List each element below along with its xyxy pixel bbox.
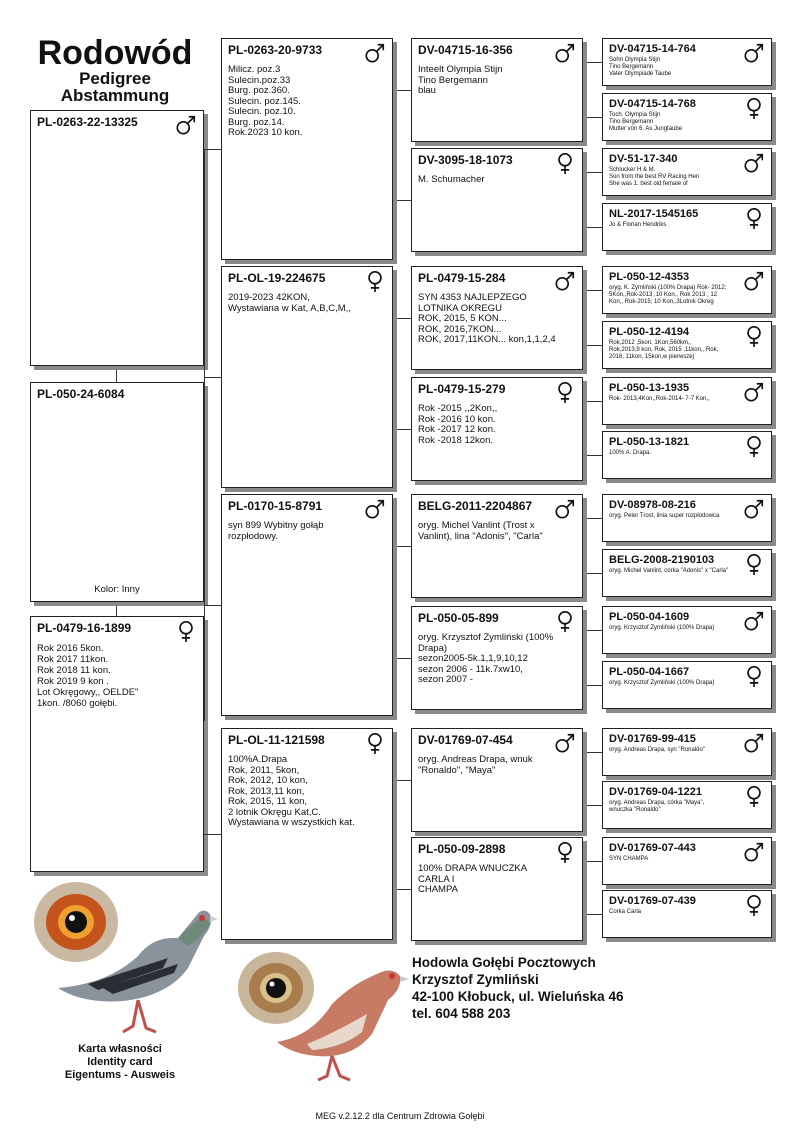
pigeon-notes: oryg. Andreas Drapa, syn "Ronaldo" <box>609 747 705 753</box>
female-icon <box>554 840 576 864</box>
great-grandparent-card[interactable] <box>602 837 772 885</box>
connector-gen2-gen3 <box>393 658 411 660</box>
connector-gen3-gen4 <box>585 172 602 174</box>
pigeon-notes: 100%A.Drapa Rok, 2011, 5kon, Rok, 2012, 10 kon, Rok, 2013,11 kon, Rok, 2015, 11 kon, 2 lotnik Okręgu Kat,C. Wystawiana w wszystkich kat. <box>228 754 355 828</box>
pigeon-notes: oryg. Michel Vanlint, córka "Adonis" x "Carla" <box>609 568 729 574</box>
connector-gen1-trunk <box>204 149 206 721</box>
dam-ring-number: PL-0479-16-1899 <box>37 621 132 635</box>
connector-gen3-gen4 <box>585 752 602 754</box>
female-icon <box>364 269 386 293</box>
pigeon-notes: oryg. Peter Trost, linia super rozpłodowca <box>609 513 720 519</box>
connector-gen2-gen3 <box>393 90 411 92</box>
connector-gen1-gen2 <box>204 377 221 379</box>
pigeon-notes: Inteelt Olympia Stijn Tino Bergemann blau <box>418 64 503 96</box>
connector-gen3-gen4 <box>585 630 602 632</box>
ring-number: DV-3095-18-1073 <box>418 153 513 167</box>
connector-gen3-gen4 <box>585 455 602 457</box>
ring-number: DV-01769-99-415 <box>609 733 696 745</box>
great-grandparent-card[interactable] <box>602 890 772 938</box>
male-icon <box>364 497 386 521</box>
parent-card[interactable] <box>221 494 393 716</box>
ring-number: BELG-2011-2204867 <box>418 499 533 513</box>
grandparent-card[interactable] <box>411 728 583 832</box>
great-grandparent-card[interactable] <box>602 377 772 425</box>
connector-gen3-trunk <box>585 290 587 345</box>
great-grandparent-card[interactable] <box>602 494 772 542</box>
connector-gen3-gen4 <box>585 518 602 520</box>
ring-number: PL-OL-19-224675 <box>228 271 326 285</box>
connector-gen3-trunk <box>585 518 587 573</box>
connector-gen3-trunk <box>585 752 587 805</box>
pigeon-notes: oryg. Michel Vanlint (Trost x Vanlint), lina "Adonis", "Carla" <box>418 520 543 542</box>
grandparent-card[interactable] <box>411 266 583 370</box>
connector-gen2-gen3 <box>393 429 411 431</box>
grandparent-card[interactable] <box>411 38 583 142</box>
great-grandparent-card[interactable] <box>602 93 772 141</box>
grandparent-card[interactable] <box>411 606 583 710</box>
ring-number: DV-01769-07-454 <box>418 733 513 747</box>
male-icon <box>554 497 576 521</box>
parent-card[interactable] <box>221 728 393 940</box>
connector-gen3-trunk <box>585 861 587 914</box>
ring-number: PL-050-09-2898 <box>418 842 506 856</box>
male-icon <box>364 41 386 65</box>
great-grandparent-card[interactable] <box>602 549 772 597</box>
male-icon <box>175 113 197 137</box>
female-icon <box>364 731 386 755</box>
pigeon-notes: Rok,2012 ,5kon. 1Kon,560km,, Rok,2013,9 kon, Rok, 2015 ,11kon,, Rok, 2016, 11kon, 15kon,w pierwszej <box>609 340 719 360</box>
pigeon-illustration-grey <box>28 876 218 1036</box>
parent-card[interactable] <box>221 266 393 488</box>
photo-card[interactable] <box>30 382 204 602</box>
pigeon-notes: SYN 4353 NAJLEPZEGO LOTNIKA OKREGU ROK, 2015, 5 KON... ROK, 2016,7KON... ROK, 2017,11KON... kon,1,1,2,4 <box>418 292 556 345</box>
connector-gen3-gen4 <box>585 914 602 916</box>
dam-notes: Rok 2016 5kon. Rok 2017 11kon. Rok 2018 11 kon. Rok 2019 9 kon . Lot Okręgowy,, OELDE" 1kon. /8060 gołębi. <box>37 643 139 709</box>
male-icon <box>554 731 576 755</box>
grandparent-card[interactable] <box>411 494 583 598</box>
ring-number: DV-51-17-340 <box>609 153 678 165</box>
connector-gen3-trunk <box>585 172 587 227</box>
subject-ring-number: PL-0263-22-13325 <box>37 115 138 129</box>
pigeon-notes: Rok -2015 ,,2Kon,, Rok -2016 10 kon. Rok -2017 12 kon. Rok -2018 12kon. <box>418 403 498 446</box>
footer-version: MEG v.2.12.2 dla Centrum Zdrowia Gołębi <box>315 1111 485 1121</box>
pigeon-notes: oryg. Krzysztof Zymliński (100% Drapa) <box>609 680 715 686</box>
great-grandparent-card[interactable] <box>602 38 772 86</box>
connector-gen2-gen3 <box>393 200 411 202</box>
connector-gen3-gen4 <box>585 861 602 863</box>
connector-gen3-gen4 <box>585 290 602 292</box>
ring-number: DV-01769-07-439 <box>609 895 696 907</box>
connector-gen3-gen4 <box>585 62 602 64</box>
pigeon-notes: Jo & Florian Hendriks <box>609 222 667 228</box>
ring-number: PL-050-04-1609 <box>609 611 690 623</box>
connector-gen2-gen3 <box>393 889 411 891</box>
pigeon-notes: syn 899 Wybitny gołąb rozpłodowy. <box>228 520 324 542</box>
dam-card[interactable] <box>30 616 204 872</box>
ring-number: PL-050-13-1935 <box>609 382 690 394</box>
female-icon <box>554 380 576 404</box>
connector-gen1-gen2 <box>204 834 221 836</box>
ring-number: DV-08978-08-216 <box>609 499 696 511</box>
ring-number: BELG-2008-2190103 <box>609 554 715 566</box>
title-polish: Rodowód <box>37 34 193 72</box>
pigeon-notes: Toch. Olympia Stijn Tino Bergemann Mutter von 6. As Jungtaube <box>609 112 683 132</box>
ring-number: DV-01769-07-443 <box>609 842 696 854</box>
ring-number: PL-050-12-4353 <box>609 271 690 283</box>
parent-card[interactable] <box>221 38 393 260</box>
ring-number: PL-0263-20-9733 <box>228 43 323 57</box>
identity-card-label: Karta własności Identity card Eigentums - Ausweis <box>64 1043 176 1081</box>
connector-gen3-gen4 <box>585 117 602 119</box>
title-german: Abstammung <box>60 86 170 105</box>
second-ring-number: PL-050-24-6084 <box>37 387 125 401</box>
ring-number: PL-0170-15-8791 <box>228 499 323 513</box>
great-grandparent-card[interactable] <box>602 606 772 654</box>
great-grandparent-card[interactable] <box>602 148 772 196</box>
ring-number: PL-050-13-1821 <box>609 436 690 448</box>
ring-number: DV-01769-04-1221 <box>609 786 702 798</box>
grandparent-card[interactable] <box>411 837 583 941</box>
pigeon-notes: Corka Carla <box>609 909 642 915</box>
great-grandparent-card[interactable] <box>602 728 772 776</box>
connector-gen2-trunk <box>393 546 395 658</box>
ring-number: DV-04715-16-356 <box>418 43 513 57</box>
pigeon-notes: oryg. Krzysztof Zymliński (100% Drapa) sezon2005-5k.1,1,9,10,12 sezon 2006 - 11k.7xw10, sezon 2007 - <box>418 632 554 685</box>
connector-gen3-gen4 <box>585 573 602 575</box>
connector-gen2-gen3 <box>393 546 411 548</box>
connector-gen2-trunk <box>393 90 395 200</box>
male-icon <box>554 269 576 293</box>
connector-gen3-trunk <box>585 630 587 685</box>
pigeon-notes: Schlucker H & M. Son from the best RV Racing Hen She was 1. best old female of <box>609 167 700 187</box>
ring-number: PL-050-04-1667 <box>609 666 690 678</box>
connector-gen3-gen4 <box>585 401 602 403</box>
ring-number: PL-0479-15-284 <box>418 271 506 285</box>
ring-number: NL-2017-1545165 <box>609 208 699 220</box>
connector-gen2-trunk <box>393 318 395 429</box>
ring-number: PL-050-05-899 <box>418 611 499 625</box>
color-label: Kolor: Inny <box>94 584 140 595</box>
connector-second-dam <box>116 602 117 616</box>
ring-number: PL-OL-11-121598 <box>228 733 325 747</box>
great-grandparent-card[interactable] <box>602 321 772 369</box>
great-grandparent-card[interactable] <box>602 203 772 251</box>
pigeon-notes: 2019-2023 42KON, Wystawiana w Kat, A,B,C,M,, <box>228 292 351 314</box>
connector-gen3-gen4 <box>585 345 602 347</box>
pigeon-notes: M. Schumacher <box>418 174 485 185</box>
great-grandparent-card[interactable] <box>602 781 772 829</box>
grandparent-card[interactable] <box>411 377 583 481</box>
connector-gen1-subject <box>204 149 221 151</box>
connector-gen3-gen4 <box>585 227 602 229</box>
connector-gen2-gen3 <box>393 780 411 782</box>
great-grandparent-card[interactable] <box>602 431 772 479</box>
title-english: Pedigree <box>79 69 151 88</box>
connector-gen3-gen4 <box>585 805 602 807</box>
pigeon-notes: oryg. Andreas Drapa, wnuk "Ronaldo", "Maya" <box>418 754 533 776</box>
connector-gen1-gen2 <box>204 605 221 607</box>
connector-gen3-trunk <box>585 62 587 117</box>
female-icon <box>175 619 197 643</box>
owner-contact: Hodowla Gołębi Pocztowych Krzysztof Zymliński 42-100 Kłobuck, ul. Wieluńska 46 tel. 604 588 203 <box>412 955 624 1021</box>
female-icon <box>554 609 576 633</box>
great-grandparent-card[interactable] <box>602 661 772 709</box>
pigeon-notes: SYN CHAMPA <box>609 856 649 862</box>
female-icon <box>554 151 576 175</box>
pigeon-notes: Milicz. poz.3 Sulecin.poz.33 Burg. poz.360. Sulecin. poz.145. Sulecin. poz.10. Burg. poz.14. Rok.2023 10 kon. <box>228 64 303 138</box>
ring-number: PL-050-12-4194 <box>609 326 690 338</box>
male-icon <box>554 41 576 65</box>
subject-pigeon-card[interactable] <box>30 110 204 366</box>
pigeon-notes: Rok- 2013,4Kon,,Rok-2014- 7-7 Kon,, <box>609 396 710 402</box>
pedigree-title <box>30 36 200 104</box>
connector-gen3-gen4 <box>585 685 602 687</box>
ring-number: DV-04715-14-768 <box>609 98 696 110</box>
pigeon-notes: oryg. Andreas Drapa, córka "Maya", wnuczka "Ronaldo" <box>609 800 705 813</box>
pigeon-notes: 100% DRAPA WNUCZKA CARLA I CHAMPA <box>418 863 528 895</box>
connector-subject-second <box>116 366 117 382</box>
connector-gen3-trunk <box>585 401 587 455</box>
ring-number: DV-04715-14-764 <box>609 43 696 55</box>
ring-number: PL-0479-15-279 <box>418 382 506 396</box>
great-grandparent-card[interactable] <box>602 266 772 314</box>
pigeon-notes: oryg. K. Zymliński (100% Drapa) Rok- 2012; 5Kon,,Rok-2013 ,10 Kon,, Rok 2013 ; 12 Kon,, Rok-2015; 10 Kon,,3Lotnik Okreg <box>609 285 727 305</box>
connector-gen2-gen3 <box>393 318 411 320</box>
pigeon-notes: oryg. Krzysztof Zymliński (100% Drapa) <box>609 625 715 631</box>
pigeon-illustration-red <box>232 944 412 1084</box>
pigeon-notes: Sohn Olympia Stijn Tino Bergemann Vater Olympiade Taube <box>609 57 672 77</box>
grandparent-card[interactable] <box>411 148 583 252</box>
connector-gen2-trunk <box>393 780 395 889</box>
pigeon-notes: 100% A. Drapa. <box>609 450 652 456</box>
